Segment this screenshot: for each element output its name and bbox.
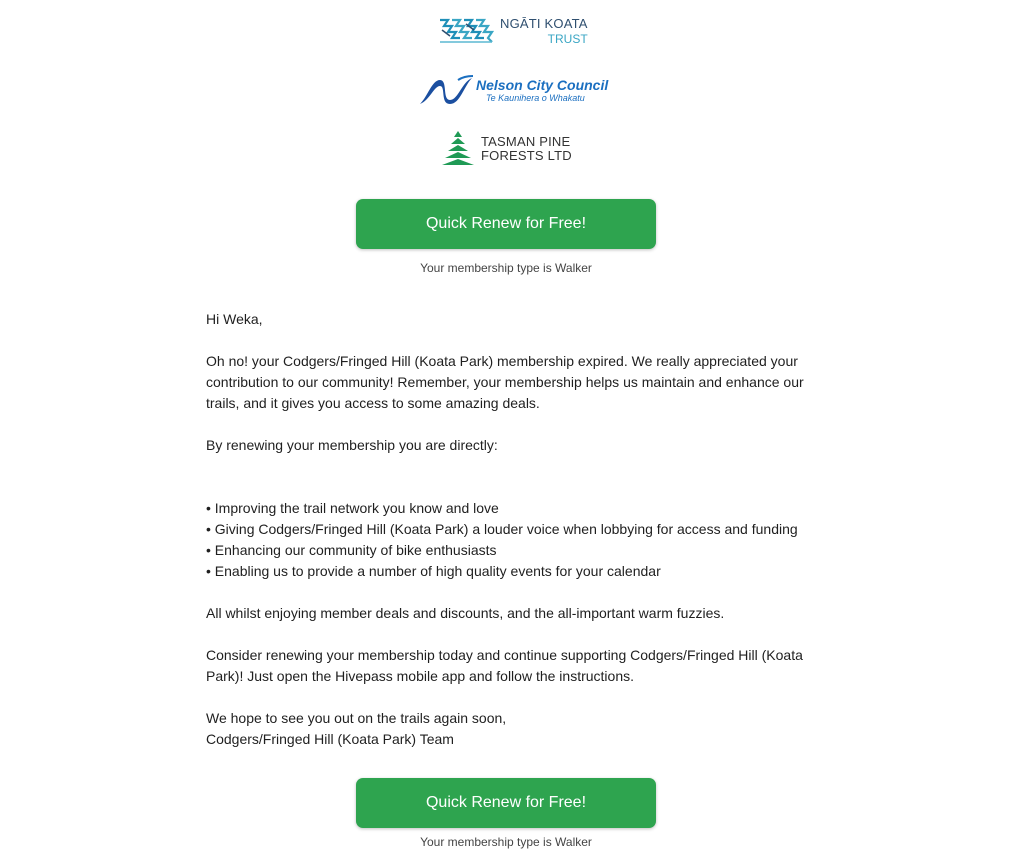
email-body bbox=[206, 309, 816, 771]
nelson-wave-icon bbox=[418, 74, 474, 106]
ngati-koata-name: NGĀTI KOATA bbox=[500, 16, 588, 31]
tasman-name-line1: TASMAN PINE bbox=[481, 134, 571, 150]
quick-renew-button-top[interactable]: Quick Renew for Free! bbox=[356, 199, 656, 249]
greeting: Hi Weka, bbox=[206, 311, 263, 327]
member-deals-paragraph: All whilst enjoying member deals and discounts, and the all-important warm fuzzies. bbox=[206, 605, 725, 621]
quick-renew-button-bottom[interactable]: Quick Renew for Free! bbox=[356, 778, 656, 828]
list-item: • Enabling us to provide a number of high quality events for your calendar bbox=[206, 563, 661, 579]
renewing-lead: By renewing your membership you are directly: bbox=[206, 437, 498, 453]
tasman-pine-logo bbox=[441, 130, 572, 168]
tasman-name-line2: FORESTS LTD bbox=[481, 148, 572, 163]
membership-type-note-bottom: Your membership type is Walker bbox=[420, 835, 592, 849]
membership-type-note-top: Your membership type is Walker bbox=[420, 261, 592, 275]
pine-tree-icon bbox=[441, 130, 475, 168]
ngati-koata-sub: TRUST bbox=[547, 32, 588, 46]
closing-line: We hope to see you out on the trails again soon, bbox=[206, 710, 507, 726]
list-item: • Improving the trail network you know and love bbox=[206, 500, 499, 516]
nelson-city-council-logo bbox=[418, 74, 608, 106]
list-item: • Giving Codgers/Fringed Hill (Koata Park) a louder voice when lobbying for access and funding bbox=[206, 521, 798, 537]
nelson-council-name: Nelson City Council bbox=[476, 76, 609, 93]
benefits-list bbox=[206, 498, 816, 582]
nelson-council-sub: Te Kaunihera o Whakatu bbox=[486, 92, 585, 103]
ngati-koata-pattern-icon bbox=[438, 16, 494, 46]
list-item: • Enhancing our community of bike enthusiasts bbox=[206, 542, 497, 558]
intro-paragraph: Oh no! your Codgers/Fringed Hill (Koata Park) membership expired. We really appreciated your contribution to our community! Remember, your membership helps us maintain and enhance our trails, and it gives you access to some amazing deals. bbox=[206, 353, 804, 411]
ngati-koata-logo bbox=[438, 16, 588, 46]
signature: Codgers/Fringed Hill (Koata Park) Team bbox=[206, 731, 454, 747]
consider-paragraph: Consider renewing your membership today and continue supporting Codgers/Fringed Hill (Koata Park)! Just open the Hivepass mobile app and follow the instructions. bbox=[206, 647, 803, 684]
